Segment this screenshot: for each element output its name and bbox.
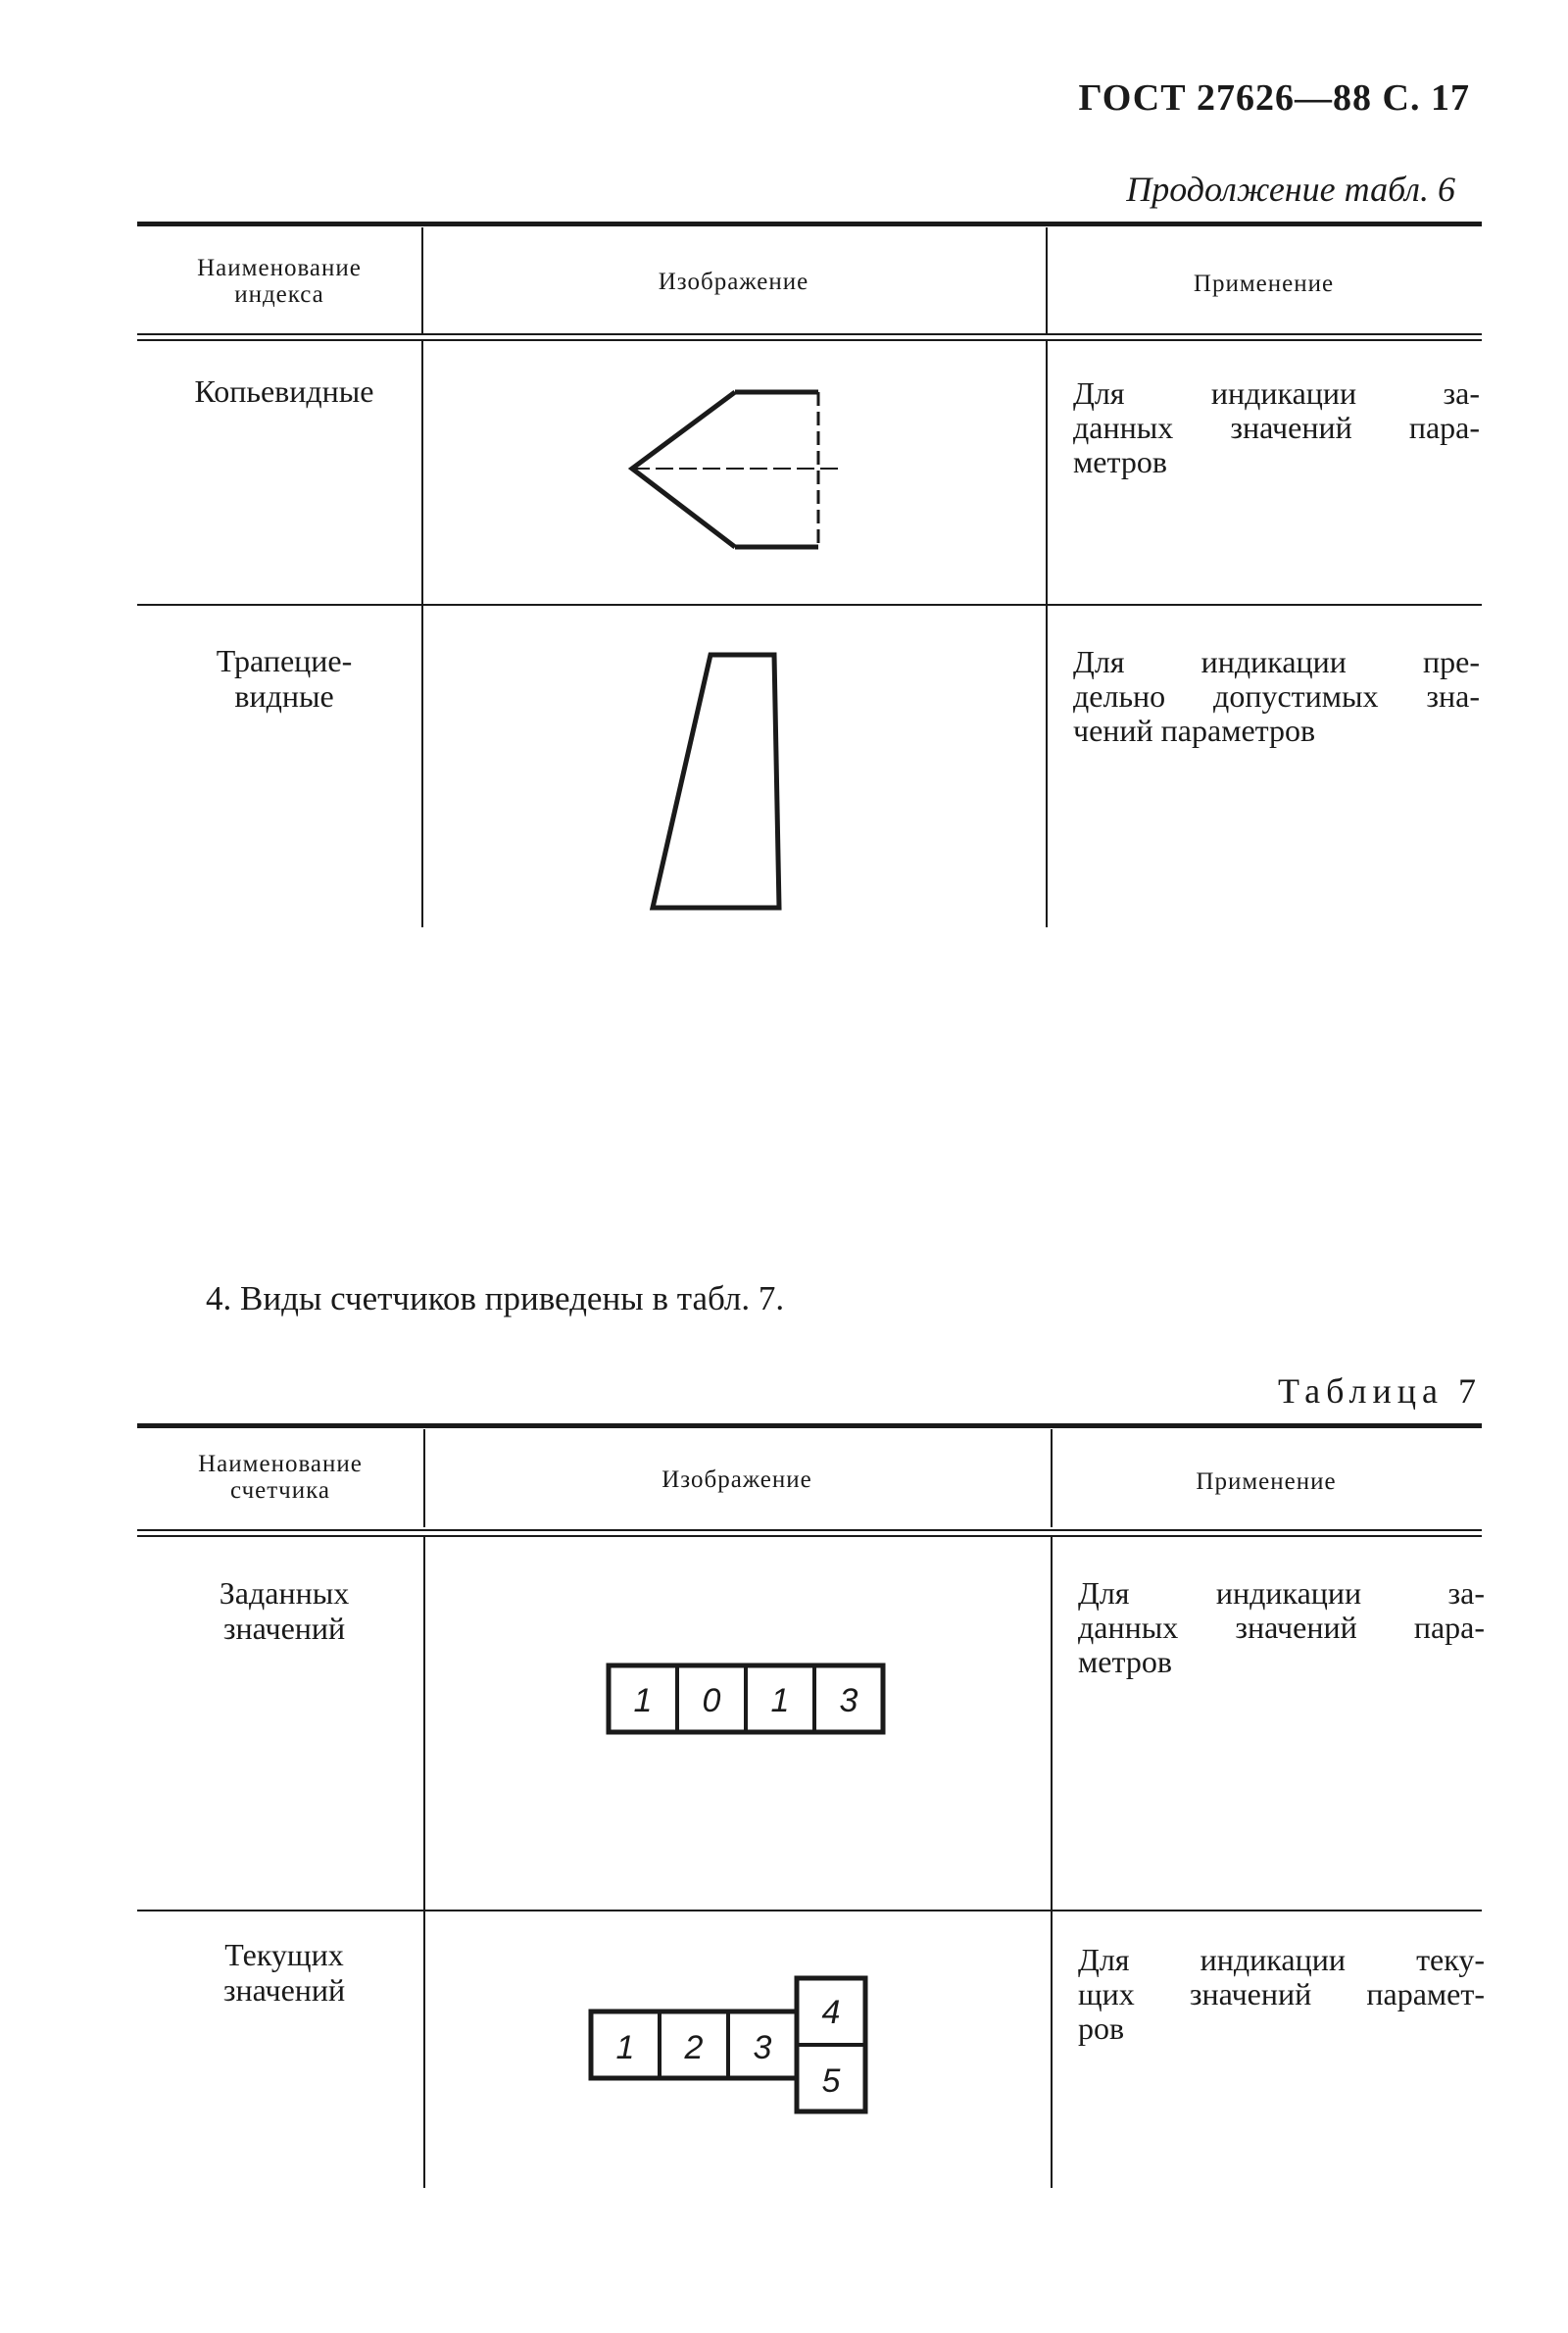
row-application: Для индикации за- данных значений пара- метров — [1078, 1575, 1485, 1679]
counter-digit: 1 — [770, 1682, 790, 1719]
header-rule — [137, 1529, 1482, 1537]
header-rule — [137, 333, 1482, 341]
table-continuation-label: Продолжение табл. 6 — [1126, 170, 1455, 209]
trapezoid-index-icon — [647, 651, 784, 916]
current-value-counter-icon — [588, 1974, 882, 2131]
table-7 — [137, 1423, 1485, 2188]
row-application: Для индикации теку- щих значений парамет- ров — [1078, 1942, 1485, 2046]
col-divider — [1051, 1537, 1053, 1910]
row-application: Для индикации пре- дельно допустимых зна- чений параметров — [1073, 644, 1480, 748]
table-top-rule — [137, 1423, 1482, 1428]
row-divider — [137, 604, 1482, 606]
row-name: Заданных значений — [219, 1575, 350, 1646]
col-divider — [1051, 1911, 1053, 2188]
row-name: Текущих значений — [222, 1937, 346, 2008]
column-header-application: Применение — [1193, 271, 1335, 297]
spear-index-icon — [627, 388, 823, 584]
column-header-application: Применение — [1196, 1468, 1337, 1495]
counter-digit: 0 — [702, 1682, 721, 1719]
table-top-rule — [137, 222, 1482, 226]
set-value-counter-icon — [606, 1663, 890, 1741]
page-reference: ГОСТ 27626—88 С. 17 — [1078, 77, 1470, 119]
drum-digit: 4 — [821, 1994, 841, 2031]
table-7-label: Таблица 7 — [1278, 1371, 1482, 1411]
col-divider — [1046, 606, 1048, 927]
counter-digit: 3 — [753, 2029, 772, 2066]
row-application: Для индикации за- данных значений пара- метров — [1073, 375, 1480, 479]
column-header-image: Изображение — [662, 1466, 812, 1493]
counter-digit: 1 — [633, 1682, 653, 1719]
column-header-name: Наименование индекса — [197, 255, 362, 308]
column-header-image: Изображение — [658, 269, 809, 295]
counter-digit: 3 — [839, 1682, 858, 1719]
counter-digit: 2 — [684, 2029, 704, 2066]
row-name: Трапецие- видные — [216, 643, 353, 714]
counter-digit: 1 — [615, 2029, 635, 2066]
table-6 — [137, 222, 1482, 927]
column-header-name: Наименование счетчика — [198, 1451, 363, 1504]
row-name: Копьевидные — [194, 373, 374, 409]
col-divider — [1046, 341, 1048, 604]
paragraph: 4. Виды счетчиков приведены в табл. 7. — [206, 1279, 785, 1317]
drum-digit: 5 — [821, 2062, 841, 2100]
